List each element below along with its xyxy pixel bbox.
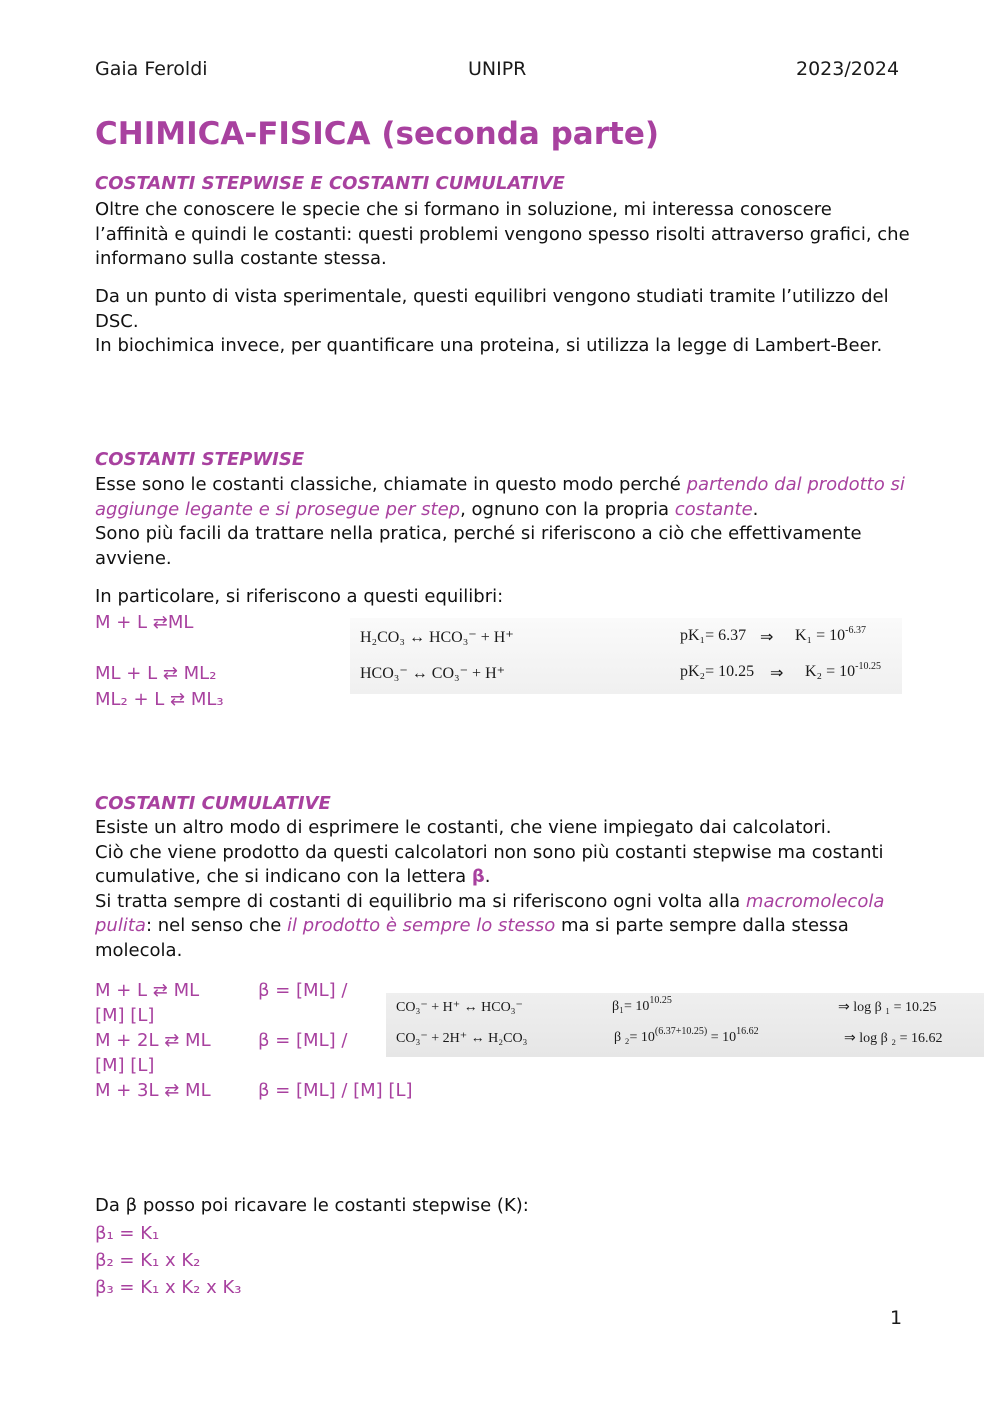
carbonic-acid-equilibria-image: [350, 618, 902, 694]
k1-base: K₁ = 10: [795, 627, 846, 644]
text-segment: Esiste un altro modo di esprimere le costanti, che viene impiegato dai calcolatori.: [95, 817, 832, 838]
header-year: 2023/2024: [796, 58, 900, 80]
pk2-value: pK₂= 10.25: [680, 663, 755, 680]
beta2-exponent: (6.37+10.25): [654, 1026, 708, 1037]
section-heading-cumulative: COSTANTI CUMULATIVE: [95, 793, 331, 814]
highlight-step-process: partendo dal prodotto si aggiunge legante e si prosegue per step: [95, 474, 905, 520]
equation-cumulative-2-cont: [M] [L]: [95, 1055, 155, 1076]
reaction-1: H₂CO₃ ↔ HCO₃⁻ + H⁺: [360, 629, 514, 646]
equation-ml-l: ML + L ⇄ ML₂: [95, 663, 217, 684]
cumulative-reaction-1: CO₃⁻ + H⁺ ↔ HCO₃⁻: [396, 1000, 523, 1015]
header-university: UNIPR: [468, 58, 527, 80]
equation-cumulative-3-left: M + 3L ⇄ ML: [95, 1080, 211, 1101]
beta1-exponent: 10.25: [649, 995, 672, 1006]
equation-beta3: β₃ = K₁ x K₂ x K₃: [95, 1277, 242, 1298]
paragraph-dsc: [95, 285, 910, 359]
highlight-macromolecola: macromolecola pulita: [95, 890, 885, 936]
k2-value: [805, 663, 881, 681]
header-author: Gaia Feroldi: [95, 58, 208, 80]
highlight-prodotto: il prodotto è sempre lo stesso: [287, 915, 556, 936]
section-heading-stepwise-cumulative: COSTANTI STEPWISE E COSTANTI CUMULATIVE: [95, 173, 565, 194]
text-segment: Sono più facili da trattare nella pratica, perché si riferiscono a ciò che effettivamente avviene.: [95, 523, 862, 569]
equation-cumulative-2-left: M + 2L ⇄ ML: [95, 1030, 211, 1051]
document-title: CHIMICA-FISICA (seconda parte): [95, 116, 660, 152]
page-number: 1: [890, 1307, 903, 1329]
paragraph-cumulative: [95, 816, 910, 963]
beta2-base: β ₂= 10: [614, 1030, 655, 1045]
k1-exponent: -6.37: [845, 625, 866, 636]
reaction-2: HCO₃⁻ ↔ CO₃⁻ + H⁺: [360, 665, 506, 682]
beta1-value: [612, 995, 672, 1015]
paragraph-intro: Oltre che conoscere le specie che si formano in soluzione, mi interessa conoscere l’affinità e quindi le costanti: questi problemi vengono spesso risolti attraverso grafici, che informano sulla costante stessa.: [95, 199, 910, 269]
cumulative-reaction-2: CO₃⁻ + 2H⁺ ↔ H₂CO₃: [396, 1031, 528, 1046]
beta2-mid: = 10: [707, 1030, 737, 1045]
k2-base: K₂ = 10: [805, 663, 856, 680]
beta-symbol: β: [471, 866, 485, 887]
text-segment: , ognuno con la propria: [460, 498, 675, 520]
equation-cumulative-1-cont: [M] [L]: [95, 1005, 155, 1026]
equation-m-l: M + L ⇄ML: [95, 612, 194, 633]
equation-cumulative-1-left: M + L ⇄ ML: [95, 980, 200, 1001]
beta2-exponent-2: 16.62: [736, 1026, 759, 1037]
text-segment: : nel senso che: [145, 915, 288, 936]
equation-cumulative-1-right: β = [ML] /: [258, 980, 348, 1001]
implies-arrow: ⇒: [760, 629, 774, 646]
highlight-costante: costante: [674, 498, 753, 520]
pk1-value: pK₁= 6.37: [680, 627, 747, 644]
k2-exponent: -10.25: [855, 661, 881, 672]
equation-ml2-l: ML₂ + L ⇄ ML₃: [95, 689, 224, 710]
text-segment: Esse sono le costanti classiche, chiamate in questo modo perché: [95, 474, 687, 495]
paragraph-equilibri-intro: In particolare, si riferiscono a questi equilibri:: [95, 586, 504, 607]
equation-beta2: β₂ = K₁ x K₂: [95, 1250, 201, 1271]
text-segment: Ciò che viene prodotto da questi calcolatori non sono più costanti stepwise ma costanti cumulative, che si indicano con la lettera: [95, 841, 884, 887]
carbonate-cumulative-image: [386, 993, 984, 1057]
beta1-base: β₁= 10: [612, 999, 650, 1014]
k1-value: [795, 627, 866, 645]
paragraph-lambert-beer: In biochimica invece, per quantificare una proteina, si utilizza la legge di Lambert-Beer.: [95, 335, 883, 356]
log-beta1: ⇒ log β ₁ = 10.25: [838, 1000, 937, 1015]
text-segment: .: [484, 866, 491, 887]
equation-cumulative-2-right: β = [ML] /: [258, 1030, 348, 1051]
text-segment: ma si parte sempre dalla stessa molecola.: [95, 915, 849, 961]
text-segment: .: [752, 498, 759, 520]
equation-cumulative-3-right: β = [ML] / [M] [L]: [258, 1080, 413, 1101]
paragraph-stepwise-definition: [95, 473, 910, 571]
beta2-value: [614, 1026, 759, 1046]
equation-beta1: β₁ = K₁: [95, 1223, 160, 1244]
section-heading-stepwise: COSTANTI STEPWISE: [95, 449, 305, 470]
paragraph-dsc-line1: Da un punto di vista sperimentale, questi equilibri vengono studiati tramite l’utilizzo del DSC.: [95, 286, 889, 332]
log-beta2: ⇒ log β ₂ = 16.62: [844, 1031, 943, 1046]
implies-arrow: ⇒: [770, 665, 784, 682]
text-segment: Si tratta sempre di costanti di equilibrio ma si riferiscono ogni volta alla: [95, 890, 746, 912]
paragraph-beta-to-k: Da β posso poi ricavare le costanti stepwise (K):: [95, 1195, 529, 1216]
